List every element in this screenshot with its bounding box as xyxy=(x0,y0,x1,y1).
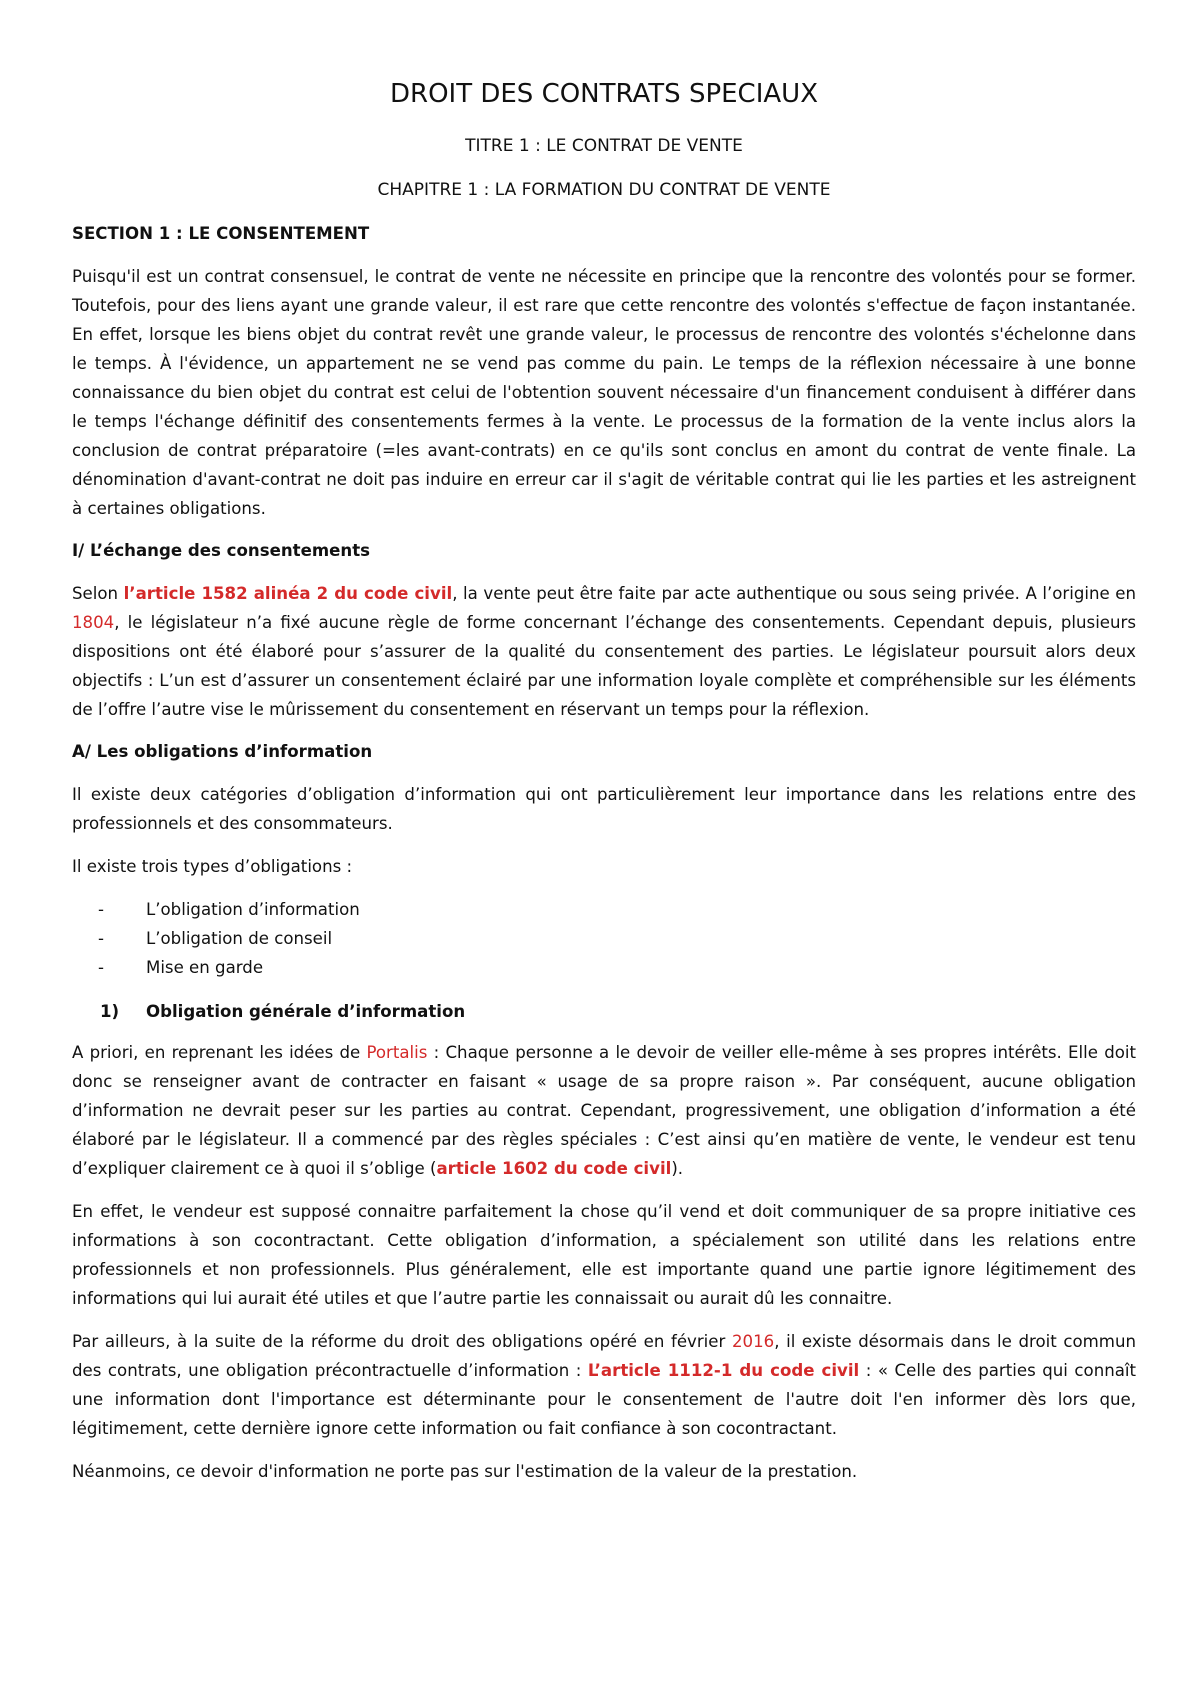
list-bullet: - xyxy=(98,929,104,948)
text-segment: A priori, en reprenant les idées de xyxy=(72,1043,367,1062)
paragraph-reforme xyxy=(72,1327,1136,1443)
list-bullet: - xyxy=(98,900,104,919)
heading-echange-consentements: I/ L’échange des consentements xyxy=(72,541,371,560)
list-item xyxy=(72,953,1136,982)
list-item-label: L’obligation d’information xyxy=(146,900,360,919)
paragraph-categories: Il existe deux catégories d’obligation d’information qui ont particulièrement leur importance dans les relations entre des professionnels et des consommateurs. xyxy=(72,785,1136,833)
reference-article-1112-1: L’article 1112-1 du code civil xyxy=(587,1361,860,1380)
text-segment: ). xyxy=(671,1159,684,1178)
list-item-label: L’obligation de conseil xyxy=(146,929,333,948)
obligations-list xyxy=(72,895,1136,982)
titre-heading: TITRE 1 : LE CONTRAT DE VENTE xyxy=(465,136,743,156)
text-segment: , le législateur n’a fixé aucune règle de forme concernant l’échange des consentements. Cependant depuis, plusieurs dispositions ont été élaboré pour s’assurer de la qualité du consentement des parties. Le législateur poursuit alors deux objectifs : L’un est d’assurer un consentement éclairé par une information loyale complète et compréhensible sur les éléments de l’offre l’autre vise le mûrissement du consentement en réservant un temps pour la réflexion. xyxy=(72,613,1136,719)
text-segment: Par ailleurs, à la suite de la réforme du droit des obligations opéré en février xyxy=(72,1332,732,1351)
text-segment: : Chaque personne a le devoir de veiller elle-même à ses propres intérêts. Elle doit donc se renseigner avant de contracter en faisant « usage de sa propre raison ». Par conséquent, aucune obligation d’information ne devrait peser sur les parties au contrat. Cependant, progressivement, une obligation d’information a été élaboré par le législateur. Il a commencé par des règles spéciales : C’est ainsi qu’en matière de vente, le vendeur est tenu d’expliquer clairement ce à quoi il s’oblige ( xyxy=(72,1043,1136,1178)
heading-obligations-information: A/ Les obligations d’information xyxy=(72,742,373,761)
paragraph-neanmoins: Néanmoins, ce devoir d'information ne porte pas sur l'estimation de la valeur de la prestation. xyxy=(72,1462,858,1481)
section-heading: SECTION 1 : LE CONSENTEMENT xyxy=(72,224,370,243)
paragraph-vendeur: En effet, le vendeur est supposé connaitre parfaitement la chose qu’il vend et doit communiquer de sa propre initiative ces informations à son cocontractant. Cette obligation d’information, a spécialement son utilité dans les relations entre professionnels et non professionnels. Plus généralement, elle est importante quand une partie ignore légitimement des informations qui lui aurait été utiles et que l’autre partie les connaissait ou aurait dû les connaitre. xyxy=(72,1202,1136,1308)
heading-number: 1) xyxy=(100,1002,120,1021)
heading-obligation-generale xyxy=(72,998,1136,1026)
document-title: DROIT DES CONTRATS SPECIAUX xyxy=(389,79,819,109)
reference-portalis: Portalis xyxy=(366,1043,428,1062)
list-bullet: - xyxy=(98,958,104,977)
paragraph-article-1582 xyxy=(72,579,1136,724)
paragraph-types: Il existe trois types d’obligations : xyxy=(72,857,353,876)
list-item xyxy=(72,924,1136,953)
list-item-label: Mise en garde xyxy=(146,958,264,977)
chapitre-heading: CHAPITRE 1 : LA FORMATION DU CONTRAT DE VENTE xyxy=(377,180,831,200)
reference-article-1602: article 1602 du code civil xyxy=(436,1159,672,1178)
document-body xyxy=(72,76,1136,1500)
text-segment: , la vente peut être faite par acte authentique ou sous seing privée. A l’origine en xyxy=(452,584,1137,603)
reference-year-2016: 2016 xyxy=(731,1332,775,1351)
heading-label: Obligation générale d’information xyxy=(146,1002,466,1021)
intro-paragraph: Puisqu'il est un contrat consensuel, le contrat de vente ne nécessite en principe que la rencontre des volontés pour se former. Toutefois, pour des liens ayant une grande valeur, il est rare que cette rencontre des volontés s'effectue de façon instantanée. En effet, lorsque les biens objet du contrat revêt une grande valeur, le processus de rencontre des volontés s'échelonne dans le temps. À l'évidence, un appartement ne se vend pas comme du pain. Le temps de la réflexion nécessaire à une bonne connaissance du bien objet du contrat est celui de l'obtention souvent nécessaire d'un financement conduisent à différer dans le temps l'échange définitif des consentements fermes à la vente. Le processus de la formation de la vente inclus alors la conclusion de contrat préparatoire (=les avant-contrats) en ce qu'ils sont conclus en amont du contrat de vente finale. La dénomination d'avant-contrat ne doit pas induire en erreur car il s'agit de véritable contrat qui lie les parties et les astreignent à certaines obligations. xyxy=(72,267,1136,518)
paragraph-portalis xyxy=(72,1038,1136,1183)
text-segment: : « Celle des parties qui connaît une information dont l'importance est déterminante pour le consentement de l'autre doit l'en informer dès lors que, légitimement, cette dernière ignore cette information ou fait confiance à son cocontractant. xyxy=(72,1361,1137,1438)
text-segment: Selon xyxy=(72,584,124,603)
list-item xyxy=(72,895,1136,924)
reference-article-1582: l’article 1582 alinéa 2 du code civil xyxy=(123,584,453,603)
text-segment: , il existe désormais dans le droit commun des contrats, une obligation précontractuelle d’information : xyxy=(72,1332,1136,1380)
reference-year-1804: 1804 xyxy=(72,613,115,632)
